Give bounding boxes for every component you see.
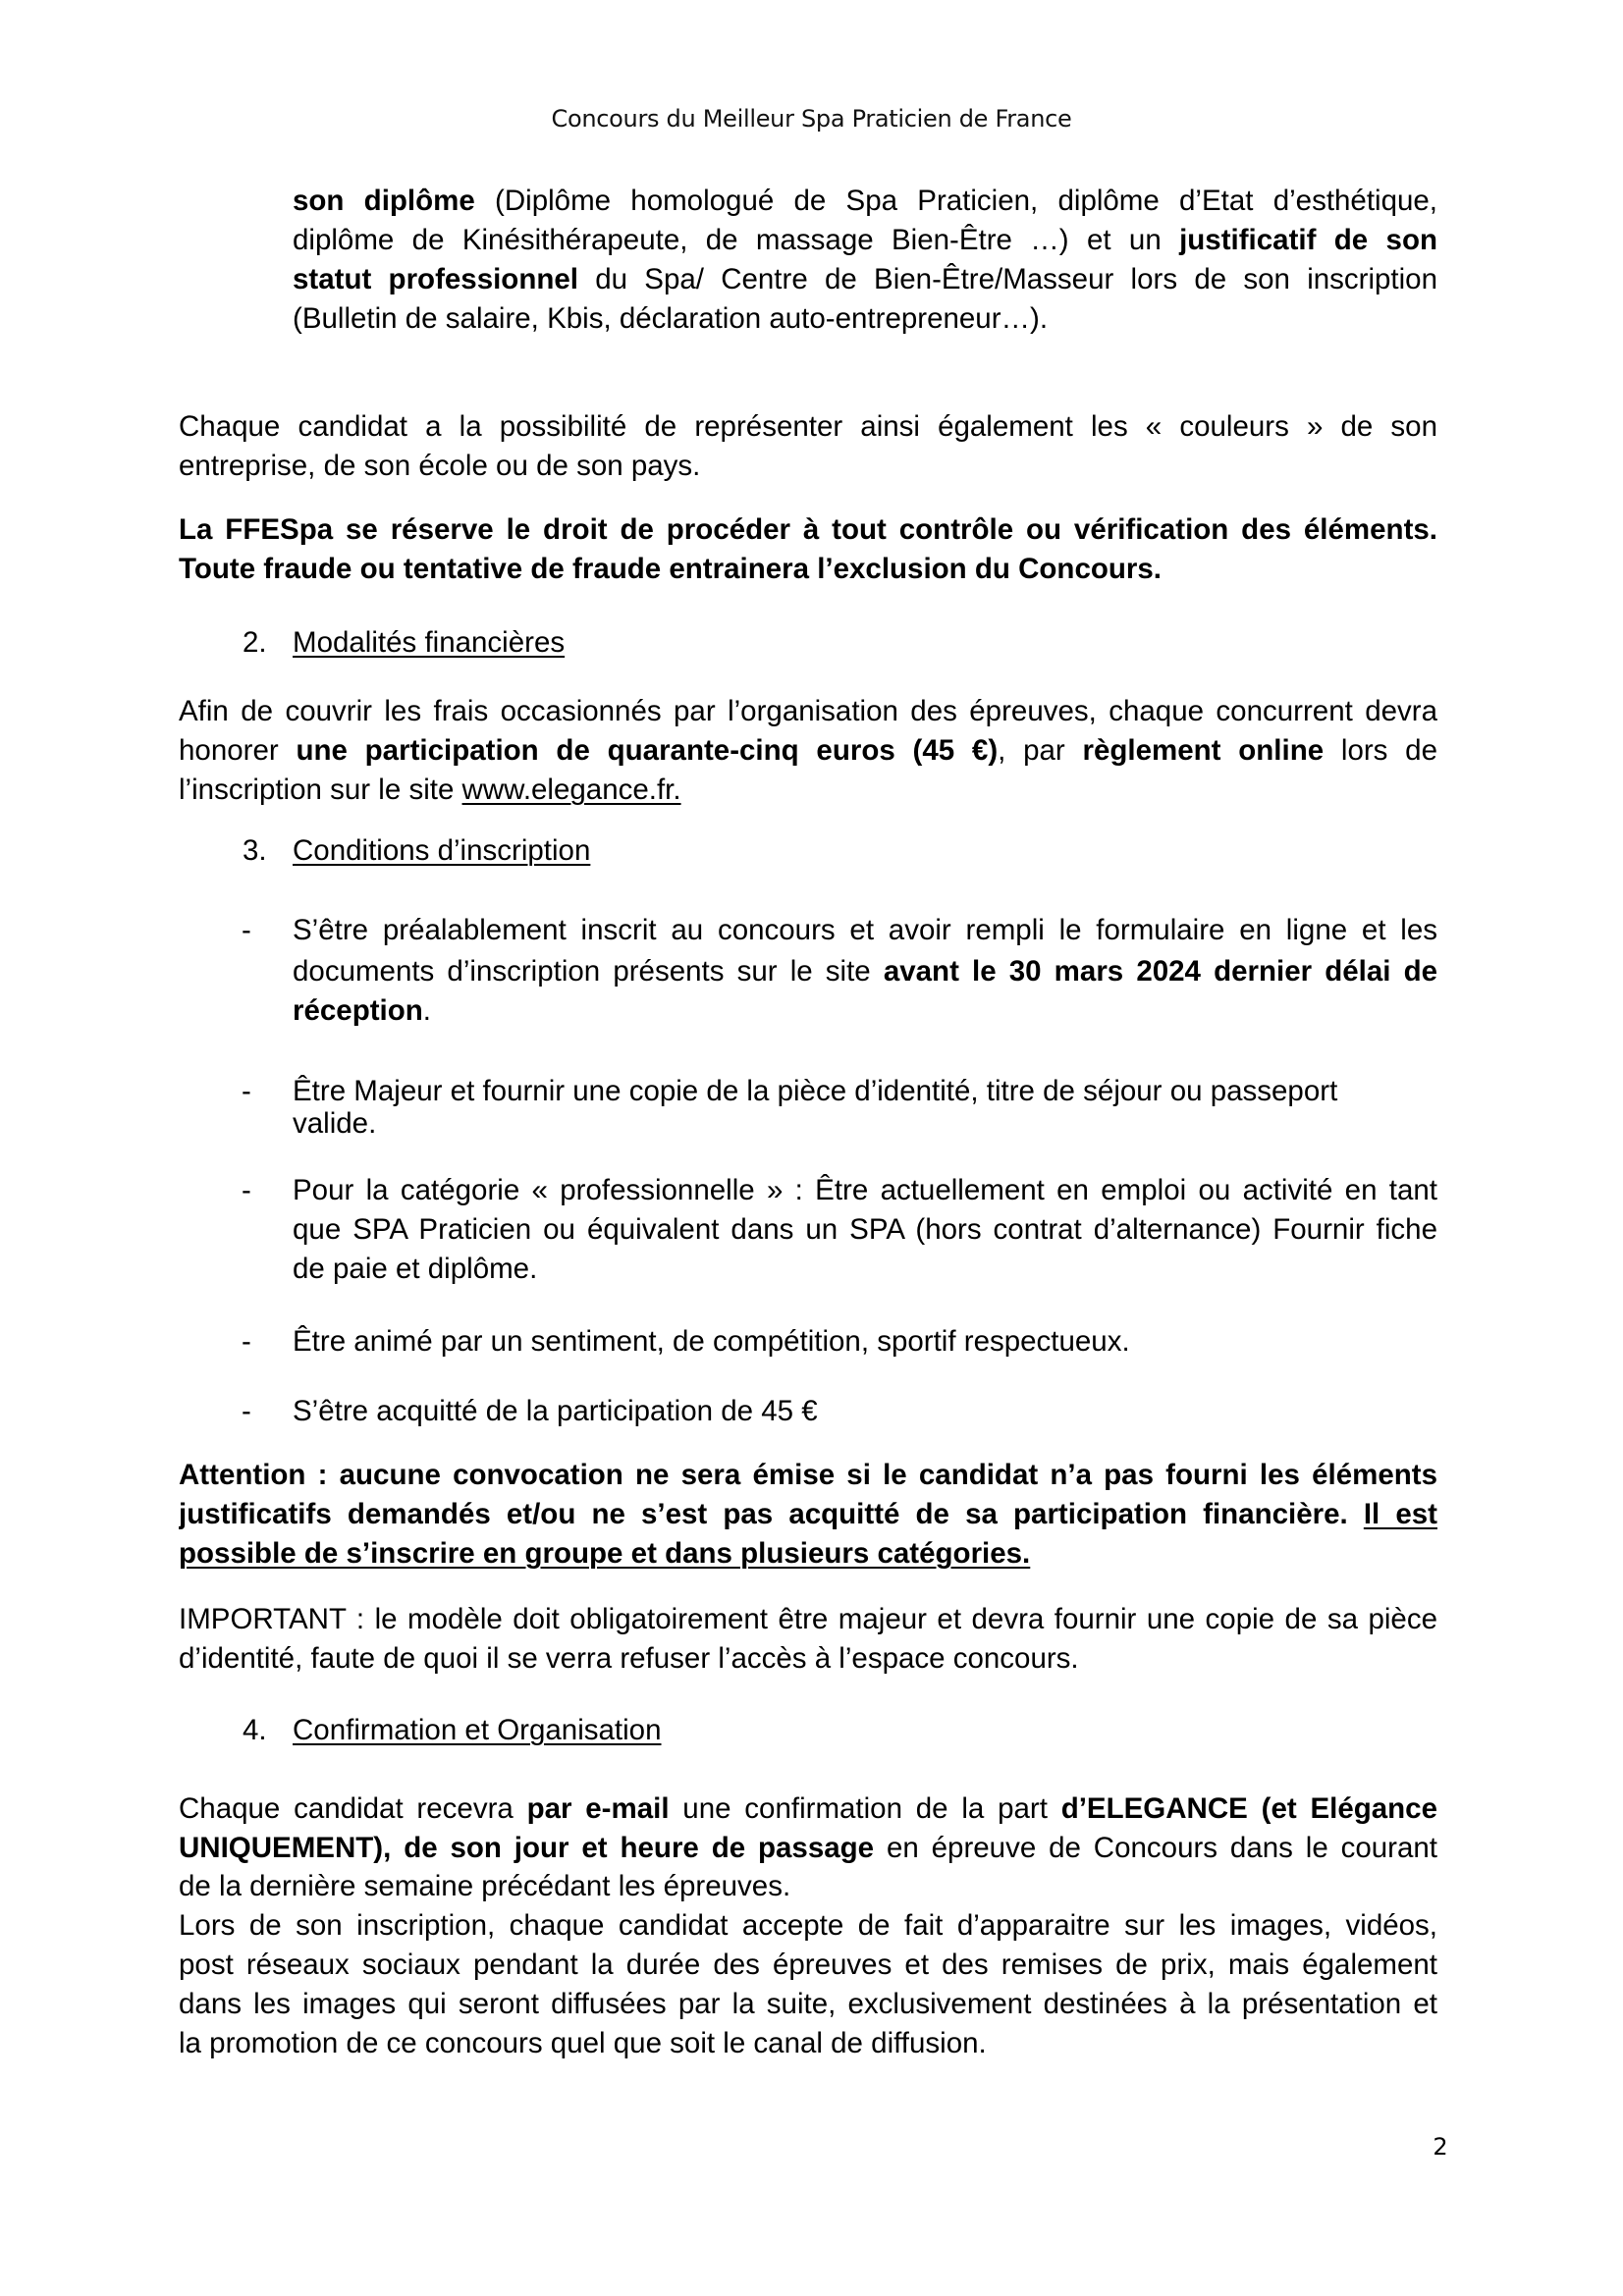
important-line	[179, 1600, 1437, 1639]
bullet-line	[293, 1104, 1437, 1144]
text-segment: UNIQUEMENT), de son jour et heure de passage	[179, 1832, 875, 1864]
section-number: 2.	[243, 626, 267, 659]
bullet-dash: -	[242, 1174, 251, 1206]
text-segment: Pour la catégorie « professionnelle » : Être actuellement en emploi ou activité en tant	[293, 1174, 1437, 1206]
paragraph-line	[179, 1985, 1437, 2024]
bullet-line	[293, 1392, 1437, 1431]
text-segment: en épreuve de Concours dans le courant	[874, 1832, 1437, 1864]
website-link[interactable]: www.elegance.fr.	[461, 774, 681, 806]
attention-line	[179, 1495, 1437, 1534]
bullet-line	[293, 1322, 1437, 1362]
intro-line	[293, 260, 1437, 299]
text-segment: que SPA Praticien ou équivalent dans un SPA (hors contrat d’alternance) Fournir fiche	[293, 1213, 1437, 1246]
text-segment: Être animé par un sentiment, de compétition, sportif respectueux.	[293, 1325, 1130, 1358]
text-segment: entreprise, de son école ou de son pays.	[179, 450, 701, 482]
text-segment: l’inscription sur le site	[179, 774, 462, 806]
bullet-line	[293, 911, 1437, 950]
text-segment: documents d’inscription présents sur le site	[293, 955, 884, 988]
paragraph-line	[179, 407, 1437, 447]
bullet-dash: -	[242, 1325, 251, 1358]
paragraph-line	[179, 771, 1437, 810]
section-title-conditions	[293, 831, 590, 871]
text-segment: Être Majeur et fournir une copie de la pièce d’identité, titre de séjour ou passeport	[293, 1075, 1338, 1107]
text-segment: justificatif de son	[1179, 224, 1437, 256]
bullet-line	[293, 1171, 1437, 1210]
intro-line	[293, 182, 1437, 221]
warning-line	[179, 510, 1437, 550]
text-segment: lors de	[1324, 734, 1437, 767]
text-segment: son diplôme	[293, 185, 475, 217]
text-segment: Toute fraude ou tentative de fraude entrainera l’exclusion du Concours.	[179, 553, 1162, 585]
paragraph-line	[179, 731, 1437, 771]
text-segment: valide.	[293, 1107, 377, 1140]
text-segment: .	[422, 994, 431, 1027]
section-title-financial	[293, 623, 565, 663]
text-segment: justificatifs demandés et/ou ne s’est pas acquitté de sa participation financière.	[179, 1498, 1364, 1530]
bullet-line	[293, 1210, 1437, 1250]
section-title-text: Conditions d’inscription	[293, 834, 591, 867]
bullet-dash: -	[242, 1075, 251, 1107]
text-segment: une confirmation de la part	[669, 1792, 1061, 1825]
attention-line	[179, 1534, 1437, 1574]
text-segment: avant le 30 mars 2024 dernier délai de	[883, 955, 1437, 988]
text-segment: Lors de son inscription, chaque candidat accepte de fait d’apparaitre sur les images, vidéos,	[179, 1909, 1437, 1942]
intro-line	[293, 299, 1437, 339]
paragraph-line	[179, 2024, 1437, 2063]
text-segment: (Diplôme homologué de Spa Praticien, diplôme d’Etat d’esthétique,	[474, 185, 1437, 217]
intro-line	[293, 221, 1437, 260]
text-segment: S’être préalablement inscrit au concours et avoir rempli le formulaire en ligne et les	[293, 914, 1437, 946]
text-segment: statut professionnel	[293, 263, 578, 295]
text-segment: possible de s’inscrire en groupe et dans plusieurs catégories.	[179, 1537, 1031, 1570]
text-segment: S’être acquitté de la participation de 45 €	[293, 1395, 818, 1427]
text-segment: honorer	[179, 734, 297, 767]
important-line	[179, 1639, 1437, 1679]
text-segment: d’identité, faute de quoi il se verra refuser l’accès à l’espace concours.	[179, 1642, 1079, 1675]
page-header: Concours du Meilleur Spa Praticien de France	[551, 105, 1072, 133]
text-segment: , par	[998, 734, 1083, 767]
text-segment: IMPORTANT : le modèle doit obligatoirement être majeur et devra fournir une copie de sa pièce	[179, 1603, 1437, 1635]
bullet-dash: -	[242, 1395, 251, 1427]
attention-line	[179, 1456, 1437, 1495]
section-title-confirmation	[293, 1711, 662, 1750]
paragraph-line	[179, 1946, 1437, 1985]
paragraph-line	[179, 447, 1437, 486]
paragraph-line	[179, 1906, 1437, 1946]
page-number: 2	[1433, 2133, 1448, 2161]
text-segment: La FFESpa se réserve le droit de procéder à tout contrôle ou vérification des éléments.	[179, 513, 1437, 546]
text-segment: Chaque candidat a la possibilité de représenter ainsi également les « couleurs » de son	[179, 410, 1437, 443]
section-title-text: Modalités financières	[293, 626, 566, 659]
text-segment: Chaque candidat recevra	[179, 1792, 527, 1825]
bullet-line	[293, 1250, 1437, 1289]
text-segment: de paie et diplôme.	[293, 1253, 538, 1285]
bullet-line	[293, 991, 1437, 1031]
text-segment: d’ELEGANCE (et Elégance	[1060, 1792, 1437, 1825]
text-segment: par e-mail	[526, 1792, 670, 1825]
text-segment: dans les images qui seront diffusées par la suite, exclusivement destinées à la présentation et	[179, 1988, 1437, 2020]
section-number: 3.	[243, 834, 267, 867]
paragraph-line	[179, 1789, 1437, 1829]
paragraph-line	[179, 1829, 1437, 1868]
text-segment: Afin de couvrir les frais occasionnés par l’organisation des épreuves, chaque concurrent devra	[179, 695, 1437, 727]
text-segment: du Spa/ Centre de Bien-Être/Masseur lors de son inscription	[577, 263, 1437, 295]
text-segment: Attention : aucune convocation ne sera émise si le candidat n’a pas fourni les éléments	[179, 1459, 1437, 1491]
text-segment: de la dernière semaine précédant les épreuves.	[179, 1870, 791, 1902]
text-segment: Il est	[1363, 1498, 1437, 1530]
warning-line	[179, 550, 1437, 589]
text-segment: réception	[293, 994, 423, 1027]
text-segment: règlement online	[1082, 734, 1325, 767]
text-segment: une participation de quarante-cinq euros (45 €)	[296, 734, 999, 767]
text-segment: diplôme de Kinésithérapeute, de massage Bien-Être …) et un	[293, 224, 1180, 256]
paragraph-line	[179, 692, 1437, 731]
text-segment: (Bulletin de salaire, Kbis, déclaration auto-entrepreneur…).	[293, 302, 1049, 335]
paragraph-line	[179, 1867, 1437, 1906]
text-segment: post réseaux sociaux pendant la durée des épreuves et des remises de prix, mais également	[179, 1949, 1437, 1981]
bullet-dash: -	[242, 914, 251, 946]
section-number: 4.	[243, 1714, 267, 1746]
bullet-line	[293, 952, 1437, 991]
text-segment: la promotion de ce concours quel que soit le canal de diffusion.	[179, 2027, 987, 2059]
section-title-text: Confirmation et Organisation	[293, 1714, 662, 1746]
